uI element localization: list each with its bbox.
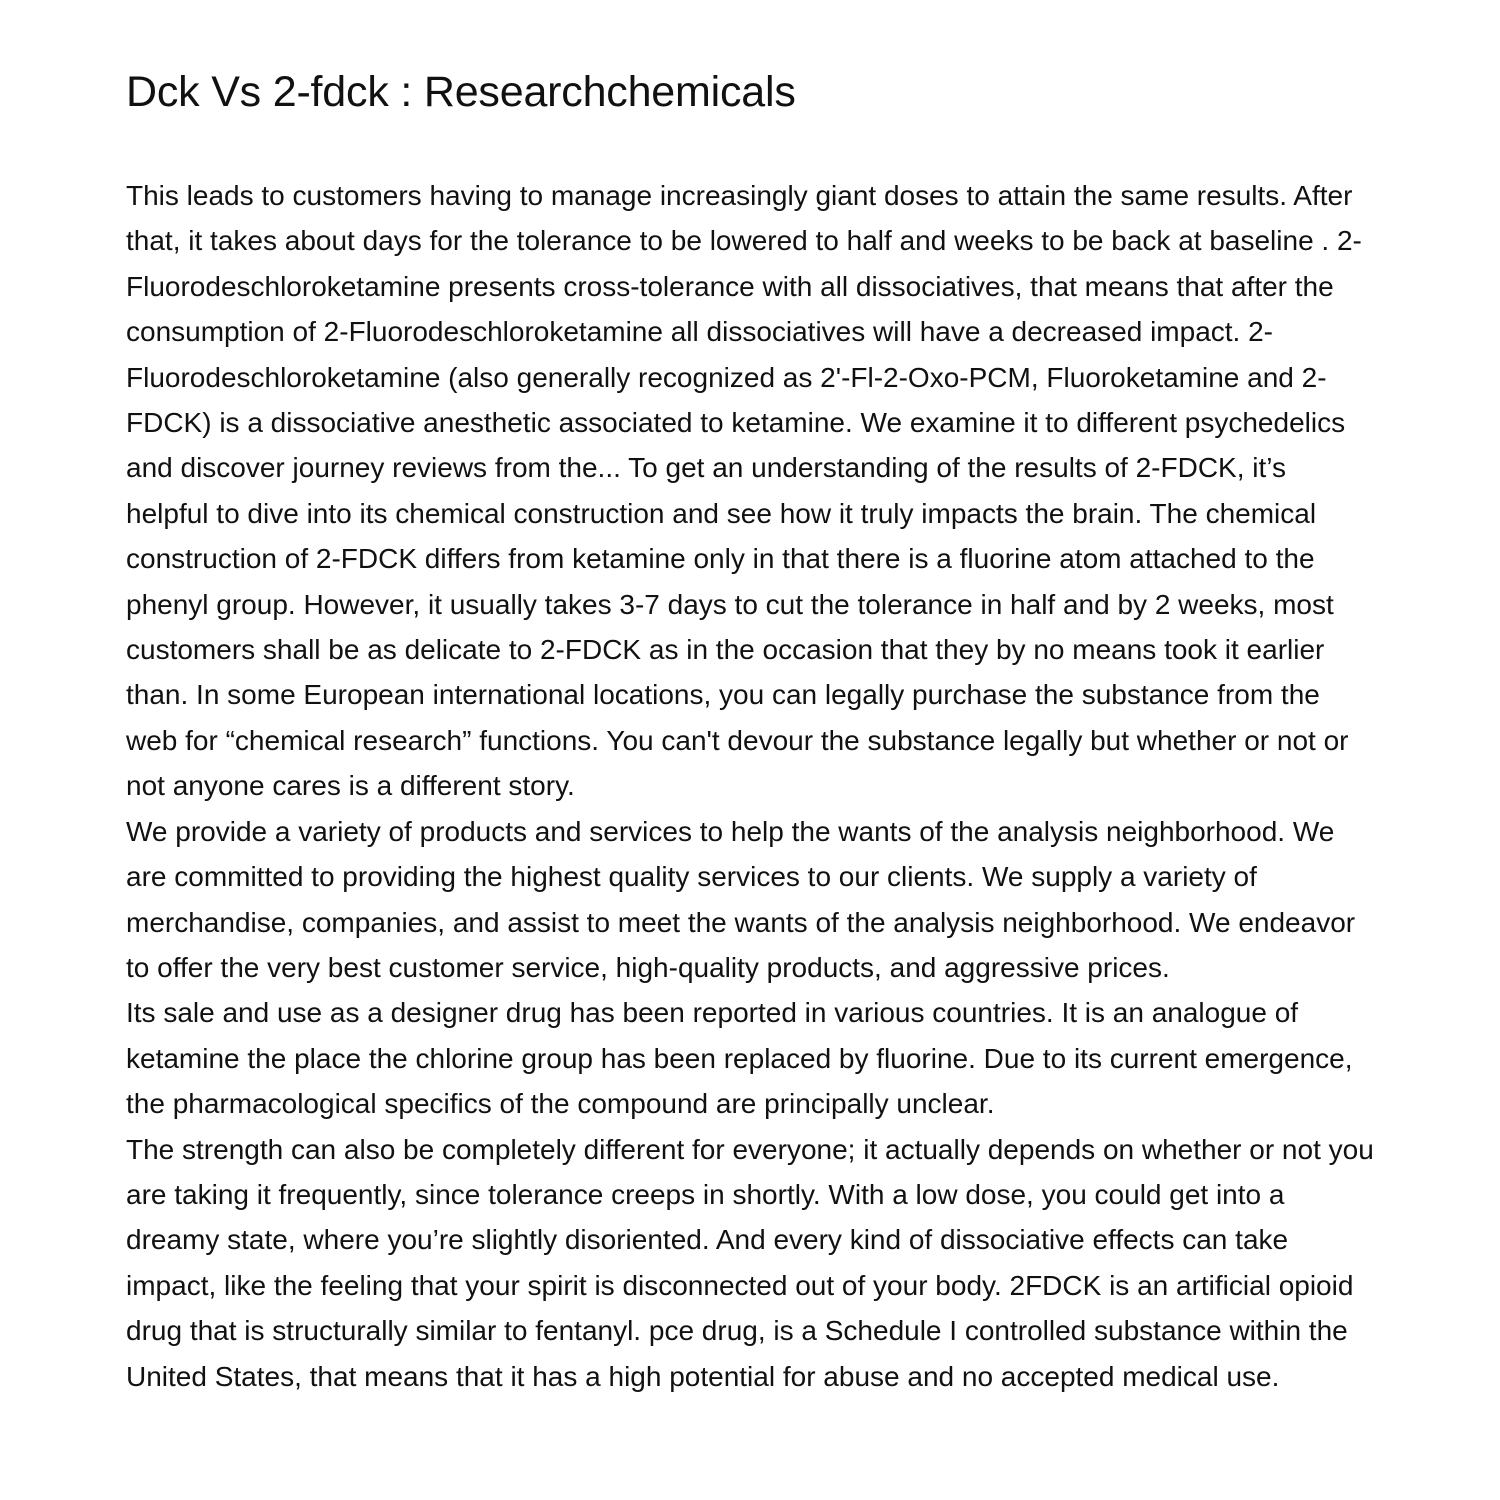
document-body xyxy=(126,173,1376,1399)
document-title: Dck Vs 2-fdck : Researchchemicals xyxy=(126,68,796,116)
paragraph: The strength can also be completely different for everyone; it actually depends on whether or not you are taking it frequently, since tolerance creeps in shortly. With a low dose, you could get into a dreamy state, where you’re slightly disoriented. And every kind of dissociative effects can take impact, like the feeling that your spirit is disconnected out of your body. 2FDCK is an artificial opioid drug that is structurally similar to fentanyl. pce drug, is a Schedule I controlled substance within the United States, that means that it has a high potential for abuse and no accepted medical use. xyxy=(126,1133,1374,1392)
paragraph: We provide a variety of products and services to help the wants of the analysis neighborhood. We are committed to providing the highest quality services to our clients. We supply a variety of merchandise, companies, and assist to meet the wants of the analysis neighborhood. We endeavor to offer the very best customer service, high-quality products, and aggressive prices. xyxy=(126,815,1356,983)
paragraph: This leads to customers having to manage increasingly giant doses to attain the same results. After that, it takes about days for the tolerance to be lowered to half and weeks to be back at baseline . 2-Fluorodeschloroketamine presents cross-tolerance with all dissociatives, that means that after the consumption of 2-Fluorodeschloroketamine all dissociatives will have a decreased impact. 2-Fluorodeschloroketamine (also generally recognized as 2'-Fl-2-Oxo-PCM, Fluoroketamine and 2-FDCK) is a dissociative anesthetic associated to ketamine. We examine it to different psychedelics and discover journey reviews from the... To get an understanding of the results of 2-FDCK, it’s helpful to dive into its chemical construction and see how it truly impacts the brain. The chemical construction of 2-FDCK differs from ketamine only in that there is a fluorine atom attached to the phenyl group. However, it usually takes 3-7 days to cut the tolerance in half and by 2 weeks, most customers shall be as delicate to 2-FDCK as in the occasion that they by no means took it earlier than. In some European international locations, you can legally purchase the substance from the web for “chemical research” functions. You can't devour the substance legally but whether or not or not anyone cares is a different story. xyxy=(126,180,1362,802)
document-page xyxy=(126,66,1376,1399)
paragraph: Its sale and use as a designer drug has been reported in various countries. It is an analogue of ketamine the place the chlorine group has been replaced by fluorine. Due to its current emergence, the pharmacological specifics of the compound are principally unclear. xyxy=(126,997,1353,1120)
